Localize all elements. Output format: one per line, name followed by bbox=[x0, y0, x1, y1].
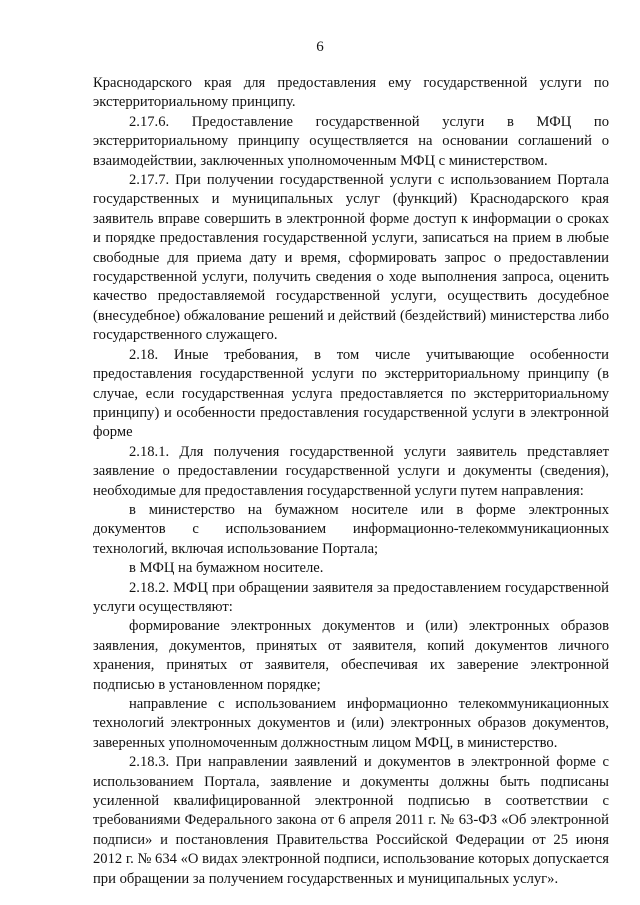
paragraph-forming-documents: формирование электронных документов и (или) электронных образов заявления, документов, принятых от заявителя, копий документов личного хранения, принятых от заявителя, обеспечивая их заверение электронной подписью в установленном порядке; bbox=[93, 618, 609, 693]
page-number: 6 bbox=[316, 39, 324, 55]
paragraph-2-17-6: 2.17.6. Предоставление государственной услуги в МФЦ по экстерриториальному принципу осуществляется на основании соглашений о взаимодействии, заключенных уполномоченным МФЦ с министерством. bbox=[93, 113, 609, 169]
paragraph-mfc-submission: в МФЦ на бумажном носителе. bbox=[129, 560, 324, 577]
paragraph-continuation: Краснодарского края для предоставления ему государственной услуги по экстерриториальному принципу. bbox=[93, 75, 609, 111]
paragraph-2-18-3: 2.18.3. При направлении заявлений и документов в электронной форме с использованием Портала, заявление и документы должны быть подписаны усиленной квалифицированной электронной подписью в соответствии с требованиями Федерального закона от 6 апреля 2011 г. № 63-ФЗ «Об электронной подписи» и постановления Правительства Российской Федерации от 25 июня 2012 г. № 634 «О видах электронной подписи, использование которых допускается при обращении за получением государственных и муниципальных услуг». bbox=[93, 754, 610, 887]
paragraph-2-18-2: 2.18.2. МФЦ при обращении заявителя за предоставлением государственной услуги осуществляют: bbox=[93, 579, 609, 615]
paragraph-2-18-1: 2.18.1. Для получения государственной услуги заявитель представляет заявление о предоставлении государственной услуги и документы (сведения), необходимые для предоставления государственной услуги путем направления: bbox=[93, 443, 609, 499]
paragraph-2-18: 2.18. Иные требования, в том числе учитывающие особенности предоставления государственной услуги по экстерриториальному принципу (в случае, если государственная услуга предоставляется по экстерриториальному принципу) и особенности предоставления государственной услуги в электронной форме bbox=[93, 346, 609, 441]
document-body bbox=[93, 74, 609, 889]
paragraph-sending-documents: направление с использованием информационно телекоммуникационных технологий электронных документов и (или) электронных образов документов, заверенных уполномоченным должностным лицом МФЦ, в министерство. bbox=[93, 696, 609, 751]
paragraph-ministry-submission: в министерство на бумажном носителе или в форме электронных документов с использованием информационно-телекоммуникационных технологий, включая использование Портала; bbox=[93, 501, 609, 557]
paragraph-2-17-7: 2.17.7. При получении государственной услуги с использованием Портала государственных и муниципальных услуг (функций) Краснодарского края заявитель вправе совершить в электронной форме доступ к информации о сроках и порядке предоставления государственной услуги, записаться на прием в любые свободные для приема дату и время, сформировать запрос о предоставлении государственной услуги, получить сведения о ходе выполнения запроса, оценить качество предоставляемой государственной услуги, осуществить досудебное (внесудебное) обжалование решений и действий (бездействий) министерства либо государственного служащего. bbox=[93, 172, 609, 344]
